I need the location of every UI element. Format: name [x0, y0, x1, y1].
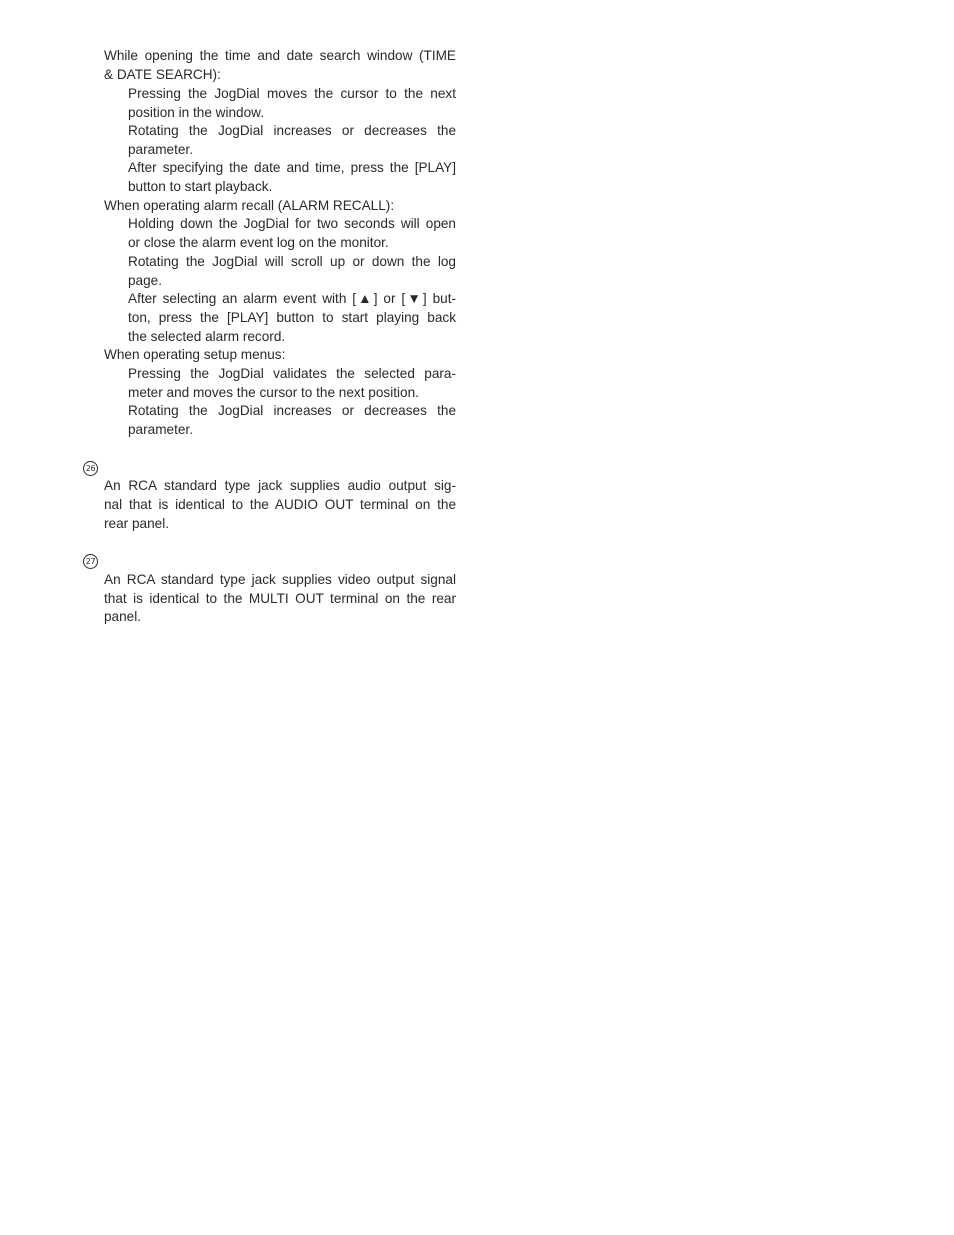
- item-27-text: panel.: [104, 609, 142, 624]
- time-date-search-item: parameter.: [128, 142, 193, 157]
- item-27-number: 27: [83, 554, 98, 569]
- setup-menus-item: meter and moves the cursor to the next position.: [128, 385, 419, 400]
- alarm-recall-item: After selecting an alarm event with [▲] or [▼] but-: [128, 291, 456, 306]
- time-date-search-intro: & DATE SEARCH):: [104, 67, 221, 82]
- time-date-search-item: Rotating the JogDial increases or decreases the: [128, 123, 456, 138]
- alarm-recall-item: page.: [128, 273, 163, 288]
- item-26-number: 26: [83, 461, 98, 476]
- time-date-search-intro: While opening the time and date search window (TIME: [104, 48, 456, 63]
- setup-menus-item: Rotating the JogDial increases or decreases the: [128, 403, 456, 418]
- setup-menus-item: Pressing the JogDial validates the selected para-: [128, 366, 456, 381]
- time-date-search-item: Pressing the JogDial moves the cursor to the next: [128, 86, 456, 101]
- alarm-recall-item: Holding down the JogDial for two seconds will open: [128, 216, 456, 231]
- item-26-text: An RCA standard type jack supplies audio output sig-: [104, 478, 456, 493]
- item-26-text: nal that is identical to the AUDIO OUT terminal on the: [104, 497, 456, 512]
- alarm-recall-item: Rotating the JogDial will scroll up or down the log: [128, 254, 456, 269]
- item-26-text: rear panel.: [104, 516, 169, 531]
- item-27-text: that is identical to the MULTI OUT terminal on the rear: [104, 591, 456, 606]
- setup-menus-item: parameter.: [128, 422, 193, 437]
- time-date-search-item: button to start playback.: [128, 179, 273, 194]
- alarm-recall-intro: When operating alarm recall (ALARM RECALL):: [104, 198, 395, 213]
- alarm-recall-item: or close the alarm event log on the monitor.: [128, 235, 389, 250]
- time-date-search-item: After specifying the date and time, press the [PLAY]: [128, 160, 456, 175]
- time-date-search-item: position in the window.: [128, 105, 265, 120]
- setup-menus-intro: When operating setup menus:: [104, 347, 286, 362]
- alarm-recall-item: ton, press the [PLAY] button to start playing back: [128, 310, 456, 325]
- item-27-text: An RCA standard type jack supplies video output signal: [104, 572, 456, 587]
- alarm-recall-item: the selected alarm record.: [128, 329, 286, 344]
